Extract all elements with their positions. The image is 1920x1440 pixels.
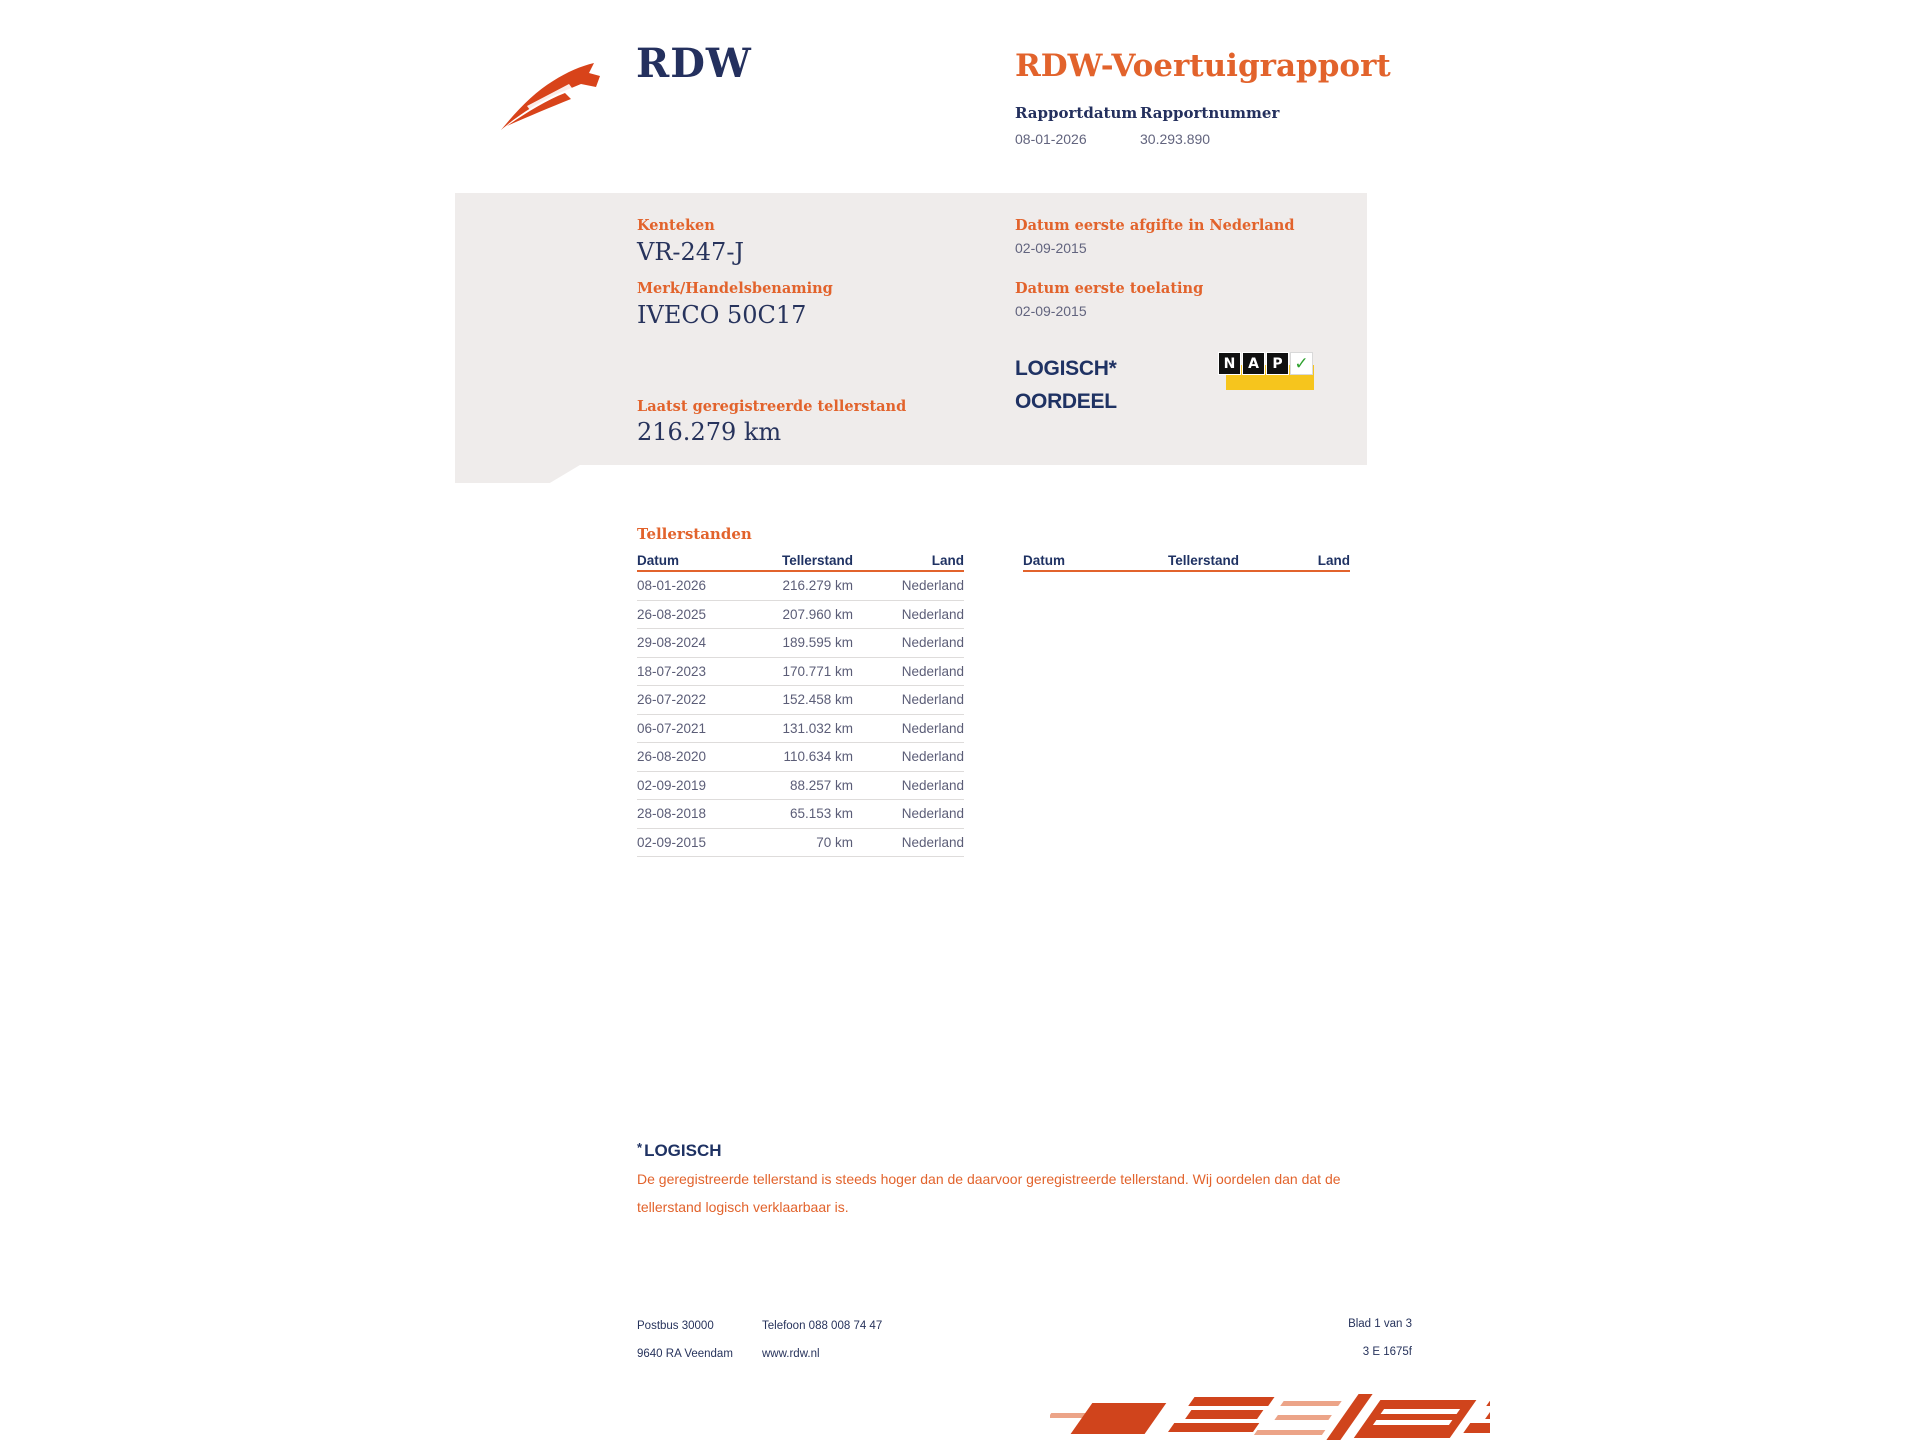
table-cell: Nederland — [901, 578, 964, 594]
table-cell: Nederland — [901, 834, 964, 850]
table-header-row — [637, 548, 964, 572]
oordeel-line1: LOGISCH* — [1015, 357, 1117, 380]
column-header-datum: Datum — [637, 553, 680, 568]
table-cell: 02-09-2019 — [637, 777, 707, 793]
table-cell: 170.771 km — [782, 663, 853, 679]
table-header-row — [1023, 548, 1350, 572]
table-cell: 65.153 km — [789, 806, 853, 822]
tellerstanden-table-empty — [1023, 548, 1350, 572]
table-cell: Nederland — [901, 749, 964, 765]
table-cell: 131.032 km — [782, 720, 853, 736]
table-cell: 26-07-2022 — [637, 692, 707, 708]
table-cell: 26-08-2020 — [637, 749, 707, 765]
table-cell: Nederland — [901, 635, 964, 651]
tellerstand-value: 216.279 km — [637, 418, 782, 446]
table-cell: 70 km — [816, 834, 853, 850]
kenteken-value: VR-247-J — [637, 238, 745, 266]
table-row — [637, 829, 964, 858]
column-header-land: Land — [931, 553, 964, 568]
table-cell: Nederland — [901, 663, 964, 679]
table-cell: Nederland — [901, 606, 964, 622]
afgifte-label: Datum eerste afgifte in Nederland — [1015, 217, 1295, 234]
table-cell: 216.279 km — [782, 578, 853, 594]
oordeel-text — [1015, 352, 1117, 418]
table-row — [637, 572, 964, 601]
rdw-logo-icon — [497, 50, 622, 132]
nap-letter-p: P — [1266, 352, 1289, 375]
footer-page-indicator: Blad 1 van 3 — [1348, 1318, 1412, 1330]
table-row — [637, 601, 964, 630]
report-number-label: Rapportnummer — [1140, 104, 1280, 122]
toelating-label: Datum eerste toelating — [1015, 280, 1204, 297]
tellerstand-label: Laatst geregistreerde tellerstand — [637, 398, 907, 415]
table-row — [637, 686, 964, 715]
table-cell: 207.960 km — [782, 606, 853, 622]
table-cell: Nederland — [901, 806, 964, 822]
toelating-value: 02-09-2015 — [1015, 303, 1087, 319]
table-row — [637, 743, 964, 772]
rdw-logo-text: RDW — [636, 40, 752, 87]
footer-address-line2: 9640 RA Veendam — [637, 1348, 733, 1360]
page-title: RDW-Voertuigrapport — [1015, 48, 1391, 84]
footnote-title — [637, 1140, 722, 1161]
column-header-land: Land — [1317, 553, 1350, 568]
nap-logo — [1218, 352, 1318, 394]
table-cell: Nederland — [901, 720, 964, 736]
table-row — [637, 800, 964, 829]
vehicle-summary-panel — [455, 193, 1367, 483]
table-cell: 189.595 km — [782, 635, 853, 651]
column-header-tellerstand: Tellerstand — [781, 553, 853, 568]
table-cell: Nederland — [901, 777, 964, 793]
table-row — [637, 629, 964, 658]
merk-label: Merk/Handelsbenaming — [637, 280, 833, 297]
table-cell: 110.634 km — [783, 749, 853, 765]
table-cell: 06-07-2021 — [637, 720, 707, 736]
merk-value: IVECO 50C17 — [637, 301, 807, 329]
table-cell: 29-08-2024 — [637, 635, 707, 651]
nap-check-icon: ✓ — [1290, 352, 1313, 375]
table-row — [637, 658, 964, 687]
footnote-text: De geregistreerde tellerstand is steeds hoger dan de daarvoor geregistreerde tellerstand. Wij oordelen dan dat de tellerstand logisch verklaarbaar is. — [637, 1171, 1341, 1215]
tellerstanden-section-title: Tellerstanden — [637, 525, 752, 543]
report-date-value: 08-01-2026 — [1015, 131, 1087, 147]
table-cell: Nederland — [901, 692, 964, 708]
table-cell: 08-01-2026 — [637, 578, 707, 594]
report-date-label: Rapportdatum — [1015, 104, 1138, 122]
table-cell: 18-07-2023 — [637, 663, 707, 679]
table-cell: 152.458 km — [782, 692, 853, 708]
tellerstanden-table — [637, 548, 964, 857]
footer-address-line1: Postbus 30000 — [637, 1320, 714, 1332]
table-cell: 26-08-2025 — [637, 606, 707, 622]
footer-website-link[interactable]: www.rdw.nl — [762, 1348, 820, 1360]
report-number-value: 30.293.890 — [1140, 131, 1211, 147]
nap-letter-n: N — [1218, 352, 1241, 375]
table-cell: 28-08-2018 — [637, 806, 707, 822]
table-row — [637, 772, 964, 801]
column-header-tellerstand: Tellerstand — [1167, 553, 1239, 568]
kenteken-label: Kenteken — [637, 217, 715, 234]
afgifte-value: 02-09-2015 — [1015, 240, 1087, 256]
speed-stripes-graphic — [1050, 1392, 1490, 1440]
table-row — [637, 715, 964, 744]
footnote-title-text: LOGISCH — [644, 1141, 722, 1160]
tellerstanden-rows — [637, 572, 964, 857]
table-cell: 02-09-2015 — [637, 834, 707, 850]
oordeel-line2: OORDEEL — [1015, 390, 1117, 413]
nap-letter-a: A — [1242, 352, 1265, 375]
footnote-asterisk: * — [637, 1140, 643, 1155]
footer-phone: Telefoon 088 008 74 47 — [762, 1320, 883, 1332]
column-header-datum: Datum — [1023, 553, 1066, 568]
table-cell: 88.257 km — [789, 777, 853, 793]
footer-form-code: 3 E 1675f — [1362, 1346, 1412, 1358]
